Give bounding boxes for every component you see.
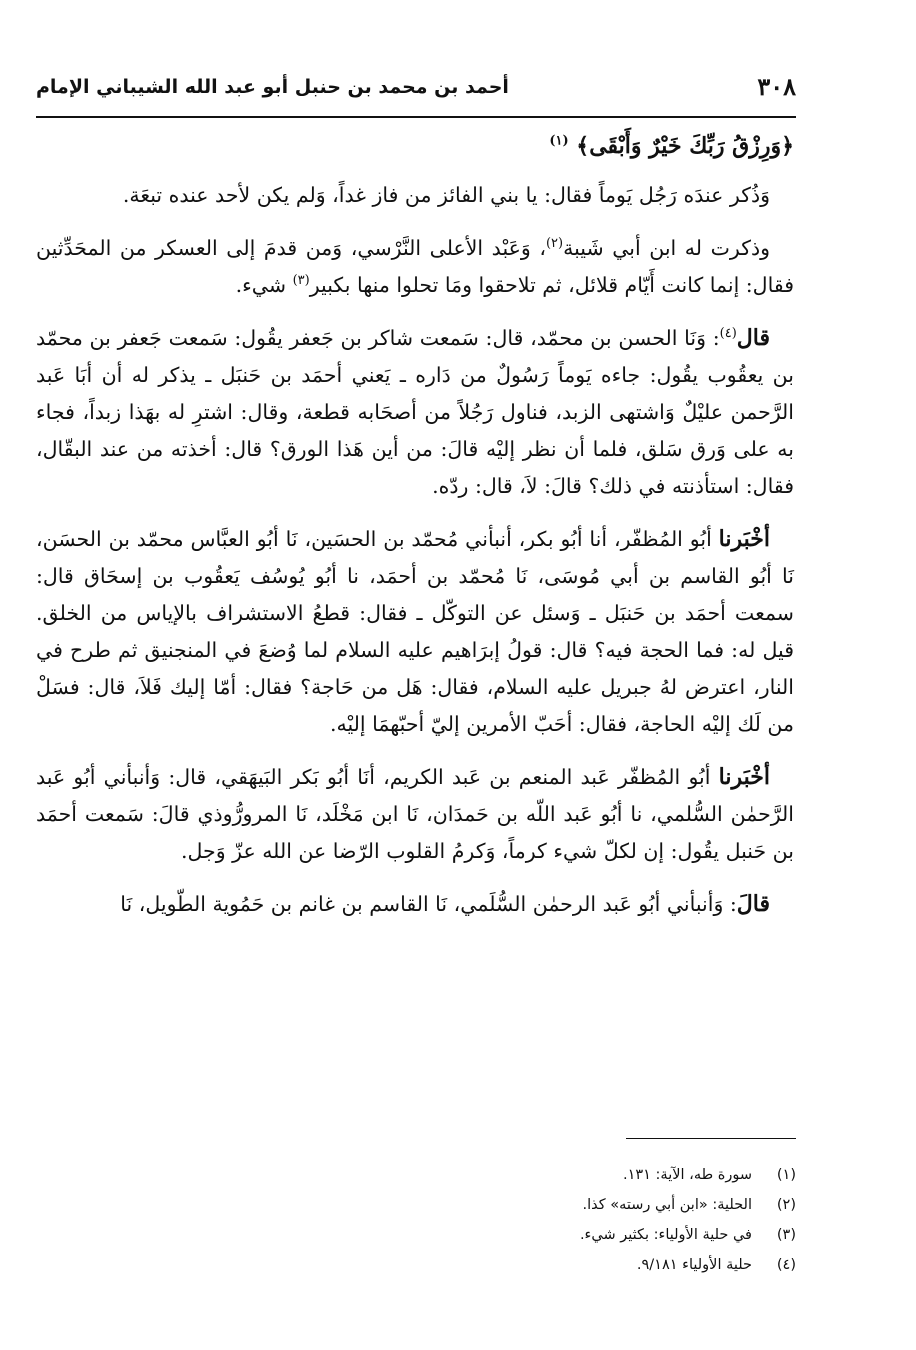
footnotes bbox=[156, 1160, 796, 1280]
footnote-ref-1: (١) bbox=[549, 133, 569, 149]
paragraph-3 bbox=[36, 320, 794, 505]
quran-verse bbox=[36, 128, 794, 165]
paragraph-6 bbox=[36, 886, 794, 923]
header-rule bbox=[36, 116, 796, 118]
paragraph-5 bbox=[36, 759, 794, 870]
footnote-ref-3: (٣) bbox=[292, 273, 310, 289]
footnote bbox=[156, 1190, 796, 1220]
footnote-text: في حلية الأولياء: بكثير شيء. bbox=[579, 1227, 752, 1243]
page-number: ٣٠٨ bbox=[757, 72, 796, 101]
paragraph-3-text: : وَنَا الحسن بن محمّد، قال: سَمعت شاكر بن جَعفر يقُول: سَمعت جَعفر بن محمّد بن يعقُوب يقُول: جاءه يَوماً رَسُولٌ من دَاره ـ يَعني أحمَد بن حَنبَل ـ يذكر له أن أبَا عَبد الرَّحمن عليْلٌ وَاشتهى الزبد، فناول رَجُلاً من أصحَابه قطعة، وقال: اشترِ له بهَذا زبداً، فجاء به على وَرق سَلق، فلما أن نظر إليْه قالَ: من أين هَذا الورق؟ قال: أخذته من عند البقّال، فقال: استأذنته في ذلك؟ قالَ: لاَ، قال: ردّه. bbox=[36, 326, 794, 498]
footnote-number: (٢) bbox=[776, 1197, 796, 1213]
footnote-rule bbox=[626, 1138, 796, 1139]
footnote bbox=[156, 1160, 796, 1190]
footnote-text: حلية الأولياء ٩/١٨١. bbox=[636, 1257, 752, 1273]
footnote bbox=[156, 1250, 796, 1280]
page-header bbox=[36, 72, 796, 110]
paragraph-4-lead: أخْبَرنا bbox=[718, 526, 770, 552]
paragraph-4 bbox=[36, 521, 794, 743]
verse-text: ﴿وَرِزْقُ رَبِّكَ خَيْرٌ وَأَبْقَى﴾ bbox=[576, 133, 794, 159]
paragraph-2-part-b: ، وَعَبْد الأعلى النَّرْسي، وَمن قدمَ إلى العسكر من المحَدِّثين فقال: إنما كانت أَيّام قلائل، ثم تلاحقوا ومَا تحلوا منها بكبير bbox=[36, 236, 794, 297]
paragraph-2 bbox=[36, 230, 794, 304]
footnote-ref-2: (٢) bbox=[545, 236, 564, 252]
paragraph-2-part-c: شيء. bbox=[235, 273, 293, 297]
paragraph-2-part-a: وذكرت له ابن أبي شَيبة bbox=[563, 236, 771, 260]
footnote-number: (٤) bbox=[776, 1257, 796, 1273]
footnote-ref-4: (٤) bbox=[719, 326, 737, 342]
paragraph-1: وَذُكر عندَه رَجُل يَوماً فقال: يا بني الفائز من فاز غداً، وَلم يكن لأحد عنده تبعَة. bbox=[122, 183, 770, 207]
main-text bbox=[36, 128, 794, 939]
paragraph-5-lead: أخْبَرنا bbox=[718, 764, 770, 790]
paragraph-6-lead: قالَ bbox=[736, 891, 770, 917]
footnote-text: سورة طه، الآية: ١٣١. bbox=[622, 1167, 752, 1183]
paragraph-6-text: : وَأنبأني أبُو عَبد الرحمٰن السُّلَمي، نَا القاسم بن غانم بن حَمُوية الطّويل، نَا bbox=[120, 892, 737, 916]
footnote bbox=[156, 1220, 796, 1250]
footnote-number: (١) bbox=[776, 1167, 796, 1183]
paragraph-4-text: أبُو المُظفّر، أنا أبُو بكر، أنبأني مُحمّد بن الحسَين، نَا أبُو العبَّاس محمّد بن الحسَن، نَا أبُو القاسم بن أبي مُوسَى، نَا مُحمّد بن أحمَد، نا أبُو يُوسُف يَعقُوب بن إسحَاق قال: سمعت أحمَد بن حَنبَل ـ وَسئل عن التوكّل ـ فقال: قطعُ الاستشراف بالإياس من الخلق. قيل له: فما الحجة فيه؟ قال: قولُ إبرَاهيم عليه السلام لما وُضعَ في المنجنيق ثم طرح في النار، اعترض لهُ جبريل عليه السلام، فقال: هَل من حَاجة؟ فقال: أمّا إليك فَلاَ، قال: فسَلْ من لَك إليْه الحاجة، فقال: أحَبّ الأمرين إليّ أحبّهمَا إليْه. bbox=[36, 527, 794, 736]
running-title: أحمد بن محمد بن حنبل أبو عبد الله الشيباني الإمام bbox=[36, 76, 509, 98]
footnote-number: (٣) bbox=[776, 1227, 796, 1243]
paragraph-3-lead: قال bbox=[736, 325, 770, 351]
paragraph-5-text: أبُو المُظفّر عَبد المنعم بن عَبد الكريم، أنَا أبُو بَكر البَيهَقي، قال: وَأنبأني أبُو عَبد الرَّحمٰن السُّلمي، نا أبُو عَبد اللّه بن حَمدَان، نَا ابن مَخْلَد، نَا المرورُّوذي قالَ: سَمعت أحمَد بن حَنبل يقُول: إن لكلّ شيء كرماً، وَكرمُ القلوب الرّضا عن الله عزّ وَجل. bbox=[36, 765, 794, 863]
footnote-text: الحلية: «ابن أبي رسته» كذا. bbox=[582, 1197, 752, 1213]
